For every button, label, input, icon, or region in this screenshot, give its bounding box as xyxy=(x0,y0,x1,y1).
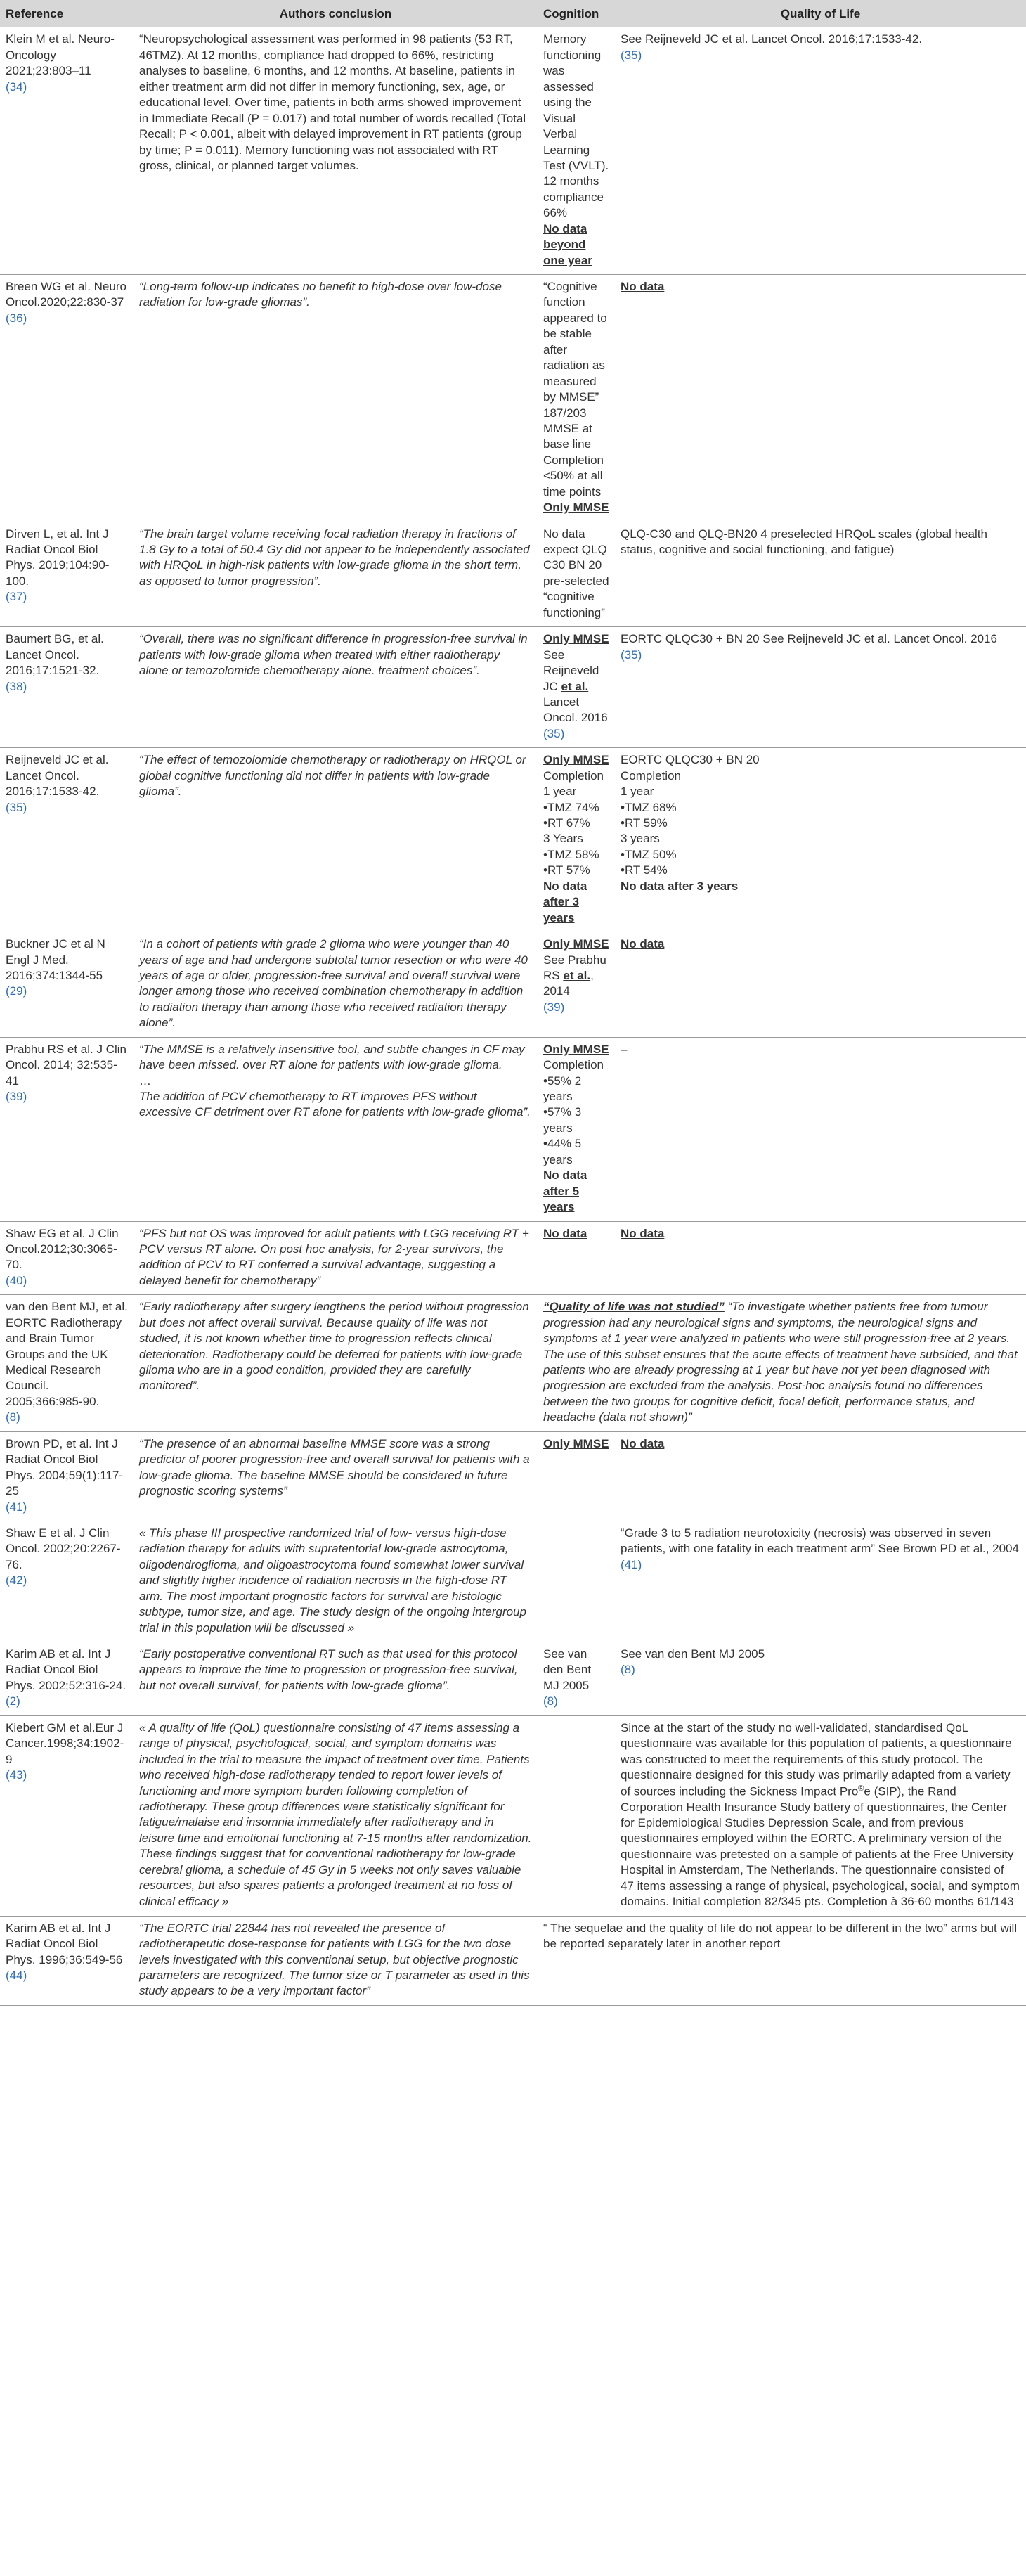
conclusion-text: “PFS but not OS was improved for adult patients with LGG receiving RT + PCV versus RT alone. On post hoc analysis, for 2-year survivors, the addition of PCV to RT conferred a survival advantage, suggesting a delayed benefit for chemotherapy” xyxy=(139,1226,529,1287)
qol-line: EORTC QLQC30 + BN 20 xyxy=(621,753,760,767)
qol-flag: “Quality of life was not studied” xyxy=(543,1300,725,1314)
reference-text: Klein M et al. Neuro-Oncology 2021;23:803–11 xyxy=(6,32,115,78)
cognition-cell xyxy=(538,1642,615,1716)
reference-text: Reijneveld JC et al. Lancet Oncol. 2016;17:1533-42. xyxy=(6,753,109,799)
conclusion-text: “The presence of an abnormal baseline MMSE score was a strong predictor of poorer progression-free and overall survival for patients with a low-grade glioma. The baseline MMSE should be considered in future prognostic scoring systems” xyxy=(139,1436,530,1498)
qol-citation[interactable]: (8) xyxy=(621,1663,635,1677)
conclusion-line: “The MMSE is a relatively insensitive tool, and subtle changes in CF may have been missed. over RT alone for patients with low-grade glioma. xyxy=(139,1042,525,1072)
cognition-cell xyxy=(538,27,615,274)
cognition-qol-merged-cell xyxy=(538,1295,1026,1432)
table-row xyxy=(0,627,1026,748)
conclusion-cell xyxy=(134,627,538,748)
qol-cell xyxy=(615,1642,1026,1716)
reference-text: Brown PD, et al. Int J Radiat Oncol Biol Phys. 2004;59(1):117-25 xyxy=(6,1436,123,1498)
table-row xyxy=(0,748,1026,932)
reference-cell xyxy=(0,1521,134,1642)
cognition-etal: et al. xyxy=(561,679,589,693)
cognition-cell xyxy=(538,1715,615,1916)
conclusion-text: “In a cohort of patients with grade 2 glioma who were younger than 40 years of age and had undergone subtotal tumor resection or who were 40 years of age or older, progression-free survival and overall survival were longer among those who received combination chemotherapy in addition to radiation therapy than among those who received radiation therapy alone”. xyxy=(139,937,528,1030)
reference-citation[interactable]: (44) xyxy=(6,1968,27,1982)
reference-cell xyxy=(0,1037,134,1221)
qol-cell xyxy=(615,1431,1026,1521)
cognition-cell xyxy=(538,1521,615,1642)
header-row xyxy=(0,0,1026,27)
cognition-flag: No data after 5 years xyxy=(543,1168,587,1214)
cognition-flag: Only MMSE xyxy=(543,753,609,767)
conclusion-text: « A quality of life (QoL) questionnaire consisting of 47 items assessing a range of physical, psychological, social, and symptom domains was included in the trial to measure the impact of treatment over time. Patients who received high-dose radiotherapy tended to report lower levels of functioning and more symptom burden following completion of radiotherapy. These group differences were statistically significant for fatigue/malaise and insomnia immediately after radiotherapy and in leisure time and emotional functioning at 7-15 months after randomization. These findings suggest that for conventional radiotherapy for low-grade cerebral glioma, a schedule of 45 Gy in 5 weeks not only saves valuable resources, but also spares patients a prolonged treatment at no loss of clinical efficacy » xyxy=(139,1720,532,1908)
reference-text: Breen WG et al. Neuro Oncol.2020;22:830-37 xyxy=(6,280,126,309)
conclusion-text: “The EORTC trial 22844 has not revealed the presence of radiotherapeutic dose-response for patients with LGG for the two dose levels investigated with this conventional setup, but objective prognostic parameters are recognized. The tumor size or T parameter as used in this study appears to be a very important factor” xyxy=(139,1921,530,1998)
cognition-citation[interactable]: (8) xyxy=(543,1694,558,1708)
reference-citation[interactable]: (42) xyxy=(6,1573,27,1588)
cognition-line: 3 Years xyxy=(543,832,583,846)
table-row xyxy=(0,932,1026,1038)
qol-text: “Grade 3 to 5 radiation neurotoxicity (necrosis) was observed in seven patients, with one fatality in each treatment arm” See Brown PD et al., 2004 xyxy=(621,1526,1019,1556)
reference-citation[interactable]: (39) xyxy=(6,1090,27,1103)
table-row xyxy=(0,1431,1026,1521)
cognition-line: Completion xyxy=(543,768,604,783)
qol-cell xyxy=(615,1715,1026,1916)
qol-flag: No data after 3 years xyxy=(621,879,739,893)
qol-text: EORTC QLQC30 + BN 20 See Reijneveld JC et al. Lancet Oncol. 2016 xyxy=(621,632,997,646)
reference-citation[interactable]: (38) xyxy=(6,679,27,693)
cognition-etal: et al. xyxy=(563,968,591,982)
cognition-text: See Prabhu RS xyxy=(543,953,606,982)
reference-cell xyxy=(0,275,134,522)
cognition-cell xyxy=(538,1221,615,1295)
cognition-cell xyxy=(538,522,615,627)
cognition-line: •RT 67% xyxy=(543,816,590,830)
reference-cell xyxy=(0,748,134,932)
conclusion-cell xyxy=(134,1431,538,1521)
qol-line: Completion xyxy=(621,768,681,783)
merged-text: “ The sequelae and the quality of life do not appear to be different in the two” arms but will be reported separately later in another report xyxy=(543,1921,1018,1951)
reference-cell xyxy=(0,1715,134,1916)
cognition-flag: Only MMSE xyxy=(543,1042,609,1056)
cognition-line: •TMZ 74% xyxy=(543,800,599,814)
reference-text: Karim AB et al. Int J Radiat Oncol Biol Phys. 2002;52:316-24. xyxy=(6,1647,126,1692)
qol-flag: No data xyxy=(621,280,665,293)
qol-flag: No data xyxy=(621,1226,665,1240)
cognition-line: Completion xyxy=(543,1058,604,1072)
reference-citation[interactable]: (2) xyxy=(6,1694,20,1708)
conclusion-line: The addition of PCV chemotherapy to RT improves PFS without excessive CF detriment over RT alone for patients with low-grade glioma”. xyxy=(139,1090,531,1119)
qol-citation[interactable]: (35) xyxy=(621,648,642,662)
cognition-cell xyxy=(538,932,615,1038)
reference-text: Buckner JC et al N Engl J Med. 2016;374:1344-55 xyxy=(6,937,105,982)
cognition-flag: No data beyond one year xyxy=(543,221,592,267)
cognition-flag: No data after 3 years xyxy=(543,879,587,925)
conclusion-cell xyxy=(134,522,538,627)
table-header xyxy=(0,0,1026,27)
reference-text: van den Bent MJ, et al. EORTC Radiotherapy and Brain Tumor Groups and the UK Medical Research Council. 2005;366:985-90. xyxy=(6,1300,128,1408)
qol-text-tail: e (SIP), the Rand Corporation Health Insurance Study battery of questionnaires, the Center for Epidemiological Studies Depression Scale, and from previous questionnaires employed within the EORTC. A preliminary version of the questionnaire was pretested on a sample of patients at the Free University Hospital in Amsterdam, The Netherlands. The questionnaire consisted of 47 items assessing a range of physical, psychological, social, and symptom domains. Initial completion 82/345 pts. Completion à 36-60 months 61/143 xyxy=(621,1784,1020,1909)
conclusion-text: “Early postoperative conventional RT such as that used for this protocol appears to improve the time to progression or progression-free survival, but not overall survival, for patients with low-grade glioma”. xyxy=(139,1647,518,1692)
cognition-flag: Only MMSE xyxy=(543,501,609,515)
cognition-qol-merged-cell xyxy=(538,1916,1026,2005)
cognition-line: 1 year xyxy=(543,785,577,799)
reference-citation[interactable]: (35) xyxy=(6,800,27,814)
reference-cell xyxy=(0,1642,134,1716)
merged-text: “To investigate whether patients free from tumour progression had any neurological signs and symptoms, the neurological signs and symptoms at 1 year were analyzed in patients who were still progression-free at 2 years. The use of this subset ensures that the acute effects of treatment have subsided, and that patients who are already progressing at 1 year but have not yet been diagnosed with progression are excluded from the analysis. Post-hoc analysis found no differences between the two groups for cognitive deficit, focal deficit, performance status, and headache (data not shown)” xyxy=(543,1300,1018,1424)
reference-cell xyxy=(0,1431,134,1521)
reference-text: Shaw EG et al. J Clin Oncol.2012;30:3065-70. xyxy=(6,1226,119,1272)
qol-line: 3 years xyxy=(621,832,660,846)
conclusion-cell xyxy=(134,748,538,932)
table-row xyxy=(0,1521,1026,1642)
qol-flag: No data xyxy=(621,937,665,951)
qol-cell xyxy=(615,1221,1026,1295)
conclusion-cell xyxy=(134,27,538,274)
header-reference: Reference xyxy=(0,0,134,27)
cognition-line: •RT 57% xyxy=(543,863,590,877)
qol-cell xyxy=(615,932,1026,1038)
cognition-flag: Only MMSE xyxy=(543,632,609,646)
header-cognition: Cognition xyxy=(538,0,615,27)
reference-citation[interactable]: (40) xyxy=(6,1273,27,1287)
reference-citation[interactable]: (34) xyxy=(6,79,27,94)
conclusion-text: “Overall, there was no significant difference in progression-free survival in patients with low-grade glioma when treated with either radiotherapy alone or temozolomide chemotherapy alone. treatment choices”. xyxy=(139,632,528,678)
reference-citation[interactable]: (37) xyxy=(6,590,27,604)
cognition-flag: Only MMSE xyxy=(543,937,609,951)
conclusion-text: « This phase III prospective randomized trial of low- versus high-dose radiation therapy for adults with supratentorial low-grade astrocytoma, oligodendroglioma, and oligoastrocytoma found somewhat lower survival and slightly higher incidence of radiation necrosis in the high-dose RT arm. The most important prognostic factors for survival are histologic subtype, tumor size, and age. The study design of the ongoing intergroup trial in this population will be discussed » xyxy=(139,1526,526,1635)
reference-cell xyxy=(0,627,134,748)
reference-cell xyxy=(0,1221,134,1295)
cognition-text: No data expect QLQ C30 BN 20 pre-selected “cognitive functioning” xyxy=(543,527,609,619)
reference-text: Karim AB et al. Int J Radiat Oncol Biol Phys. 1996;36:549-56 xyxy=(6,1921,123,1966)
reference-text: Shaw E et al. J Clin Oncol. 2002;20:2267-76. xyxy=(6,1526,121,1571)
conclusion-cell xyxy=(134,1521,538,1642)
table-row xyxy=(0,1295,1026,1432)
cognition-text: See van den Bent MJ 2005 xyxy=(543,1647,592,1692)
qol-flag: No data xyxy=(621,1436,665,1450)
table-body xyxy=(0,27,1026,2005)
qol-line: •TMZ 50% xyxy=(621,847,677,861)
qol-text: – xyxy=(621,1042,628,1056)
qol-citation[interactable]: (41) xyxy=(621,1557,642,1571)
qol-cell xyxy=(615,275,1026,522)
cognition-cell xyxy=(538,748,615,932)
cognition-line: •44% 5 years xyxy=(543,1137,582,1166)
reference-cell xyxy=(0,27,134,274)
cognition-line: •55% 2 years xyxy=(543,1074,582,1103)
cognition-cell xyxy=(538,275,615,522)
cognition-line: •TMZ 58% xyxy=(543,847,599,861)
table-row xyxy=(0,1221,1026,1295)
qol-text: Since at the start of the study no well-validated, standardised QoL questionnaire was available for this population of patients, a questionnaire was constructed to meet the requirements of this study protocol. The questionnaire designed for this study was primarily adapted from a variety of sources including the Sickness Impact Pro xyxy=(621,1720,1012,1798)
reference-text: Dirven L, et al. Int J Radiat Oncol Biol Phys. 2019;104:90-100. xyxy=(6,527,110,588)
qol-line: •RT 59% xyxy=(621,816,668,830)
conclusion-text: “The effect of temozolomide chemotherapy or radiotherapy on HRQOL or global cognitive functioning did not differ in patients with low-grade glioma”. xyxy=(139,753,526,799)
cognition-line: •57% 3 years xyxy=(543,1105,582,1135)
qol-line: 1 year xyxy=(621,785,654,799)
cognition-text-tail: Lancet Oncol. 2016 xyxy=(543,695,608,725)
table-row xyxy=(0,1715,1026,1916)
reference-citation[interactable]: (41) xyxy=(6,1500,27,1514)
qol-text: See Reijneveld JC et al. Lancet Oncol. 2016;17:1533-42. xyxy=(621,32,923,46)
reference-cell xyxy=(0,1916,134,2005)
conclusion-text: “Early radiotherapy after surgery lengthens the period without progression but does not affect overall survival. Because quality of life was not studied, it is not known whether time to progression reflects clinical deterioration. Radiotherapy could be deferred for patients with low-grade glioma who are in a good condition, provided they are carefully monitored”. xyxy=(139,1300,529,1393)
conclusion-cell xyxy=(134,932,538,1038)
conclusion-cell xyxy=(134,275,538,522)
cognition-text: See Reijneveld JC xyxy=(543,648,599,693)
conclusion-ellipsis: … xyxy=(139,1074,151,1088)
cognition-cell xyxy=(538,1037,615,1221)
reference-text: Baumert BG, et al. Lancet Oncol. 2016;17:1521-32. xyxy=(6,632,104,678)
header-conclusion: Authors conclusion xyxy=(134,0,538,27)
conclusion-text: “Long-term follow-up indicates no benefit to high-dose over low-dose radiation for low-grade gliomas”. xyxy=(139,280,502,309)
table-row xyxy=(0,1642,1026,1716)
qol-cell xyxy=(615,627,1026,748)
reference-cell xyxy=(0,932,134,1038)
reference-text: Prabhu RS et al. J Clin Oncol. 2014; 32:535-41 xyxy=(6,1042,126,1088)
conclusion-cell xyxy=(134,1642,538,1716)
cognition-text: “Cognitive function appeared to be stable after radiation as measured by MMSE” 187/203 MMSE at base line Completion <50% at all time points xyxy=(543,280,607,498)
reference-citation[interactable]: (36) xyxy=(6,311,27,325)
cognition-text-tail: , 2014 xyxy=(543,968,594,998)
qol-cell xyxy=(615,522,1026,627)
conclusion-cell xyxy=(134,1295,538,1432)
table-row xyxy=(0,275,1026,522)
table-row xyxy=(0,27,1026,274)
reference-citation[interactable]: (43) xyxy=(6,1768,27,1782)
cognition-cell xyxy=(538,1431,615,1521)
table-row xyxy=(0,1916,1026,2005)
cognition-cell xyxy=(538,627,615,748)
reference-text: Kiebert GM et al.Eur J Cancer.1998;34:1902-9 xyxy=(6,1720,124,1766)
conclusion-cell xyxy=(134,1916,538,2005)
conclusion-text: “The brain target volume receiving focal radiation therapy in fractions of 1.8 Gy to a total of 50.4 Gy did not appear to be independently associated with HRQoL in high-risk patients with low-grade glioma in the short term, as opposed to tumor progression”. xyxy=(139,527,530,588)
cognition-citation[interactable]: (39) xyxy=(543,1000,565,1014)
qol-line: •RT 54% xyxy=(621,863,668,877)
qol-cell xyxy=(615,1521,1026,1642)
qol-line: •TMZ 68% xyxy=(621,800,677,814)
reference-cell xyxy=(0,1295,134,1432)
cognition-flag: No data xyxy=(543,1226,587,1240)
cognition-flag: Only MMSE xyxy=(543,1436,609,1450)
qol-citation[interactable]: (35) xyxy=(621,48,642,62)
reference-cell xyxy=(0,522,134,627)
qol-cell xyxy=(615,748,1026,932)
table-row xyxy=(0,522,1026,627)
qol-cell xyxy=(615,27,1026,274)
qol-cell xyxy=(615,1037,1026,1221)
registered-mark: ® xyxy=(858,1784,864,1793)
conclusion-cell xyxy=(134,1221,538,1295)
reference-citation[interactable]: (8) xyxy=(6,1410,20,1424)
conclusion-text: “Neuropsychological assessment was performed in 98 patients (53 RT, 46TMZ). At 12 months, compliance had dropped to 66%, restricting analyses to baseline, 6 months, and 12 months. At baseline, patients in either treatment arm did not differ in memory functioning, sex, age, or educational level. Over time, patients in both arms showed improvement in Immediate Recall (P = 0.017) and total number of words recalled (Total Recall; P < 0.001, albeit with delayed improvement in RT patients (group by time; P = 0.011). Memory functioning was not associated with RT gross, clinical, or planned target volumes. xyxy=(139,32,526,172)
cognition-citation[interactable]: (35) xyxy=(543,726,565,740)
conclusion-cell xyxy=(134,1037,538,1221)
header-qol: Quality of Life xyxy=(615,0,1026,27)
qol-text: QLQ-C30 and QLQ-BN20 4 preselected HRQoL scales (global health status, cognitive and social functioning, and fatigue) xyxy=(621,527,987,556)
reference-citation[interactable]: (29) xyxy=(6,984,27,998)
table-row xyxy=(0,1037,1026,1221)
qol-text: See van den Bent MJ 2005 xyxy=(621,1647,765,1661)
conclusion-cell xyxy=(134,1715,538,1916)
cognition-text: Memory functioning was assessed using the Visual Verbal Learning Test (VVLT). 12 months compliance 66% xyxy=(543,32,609,220)
